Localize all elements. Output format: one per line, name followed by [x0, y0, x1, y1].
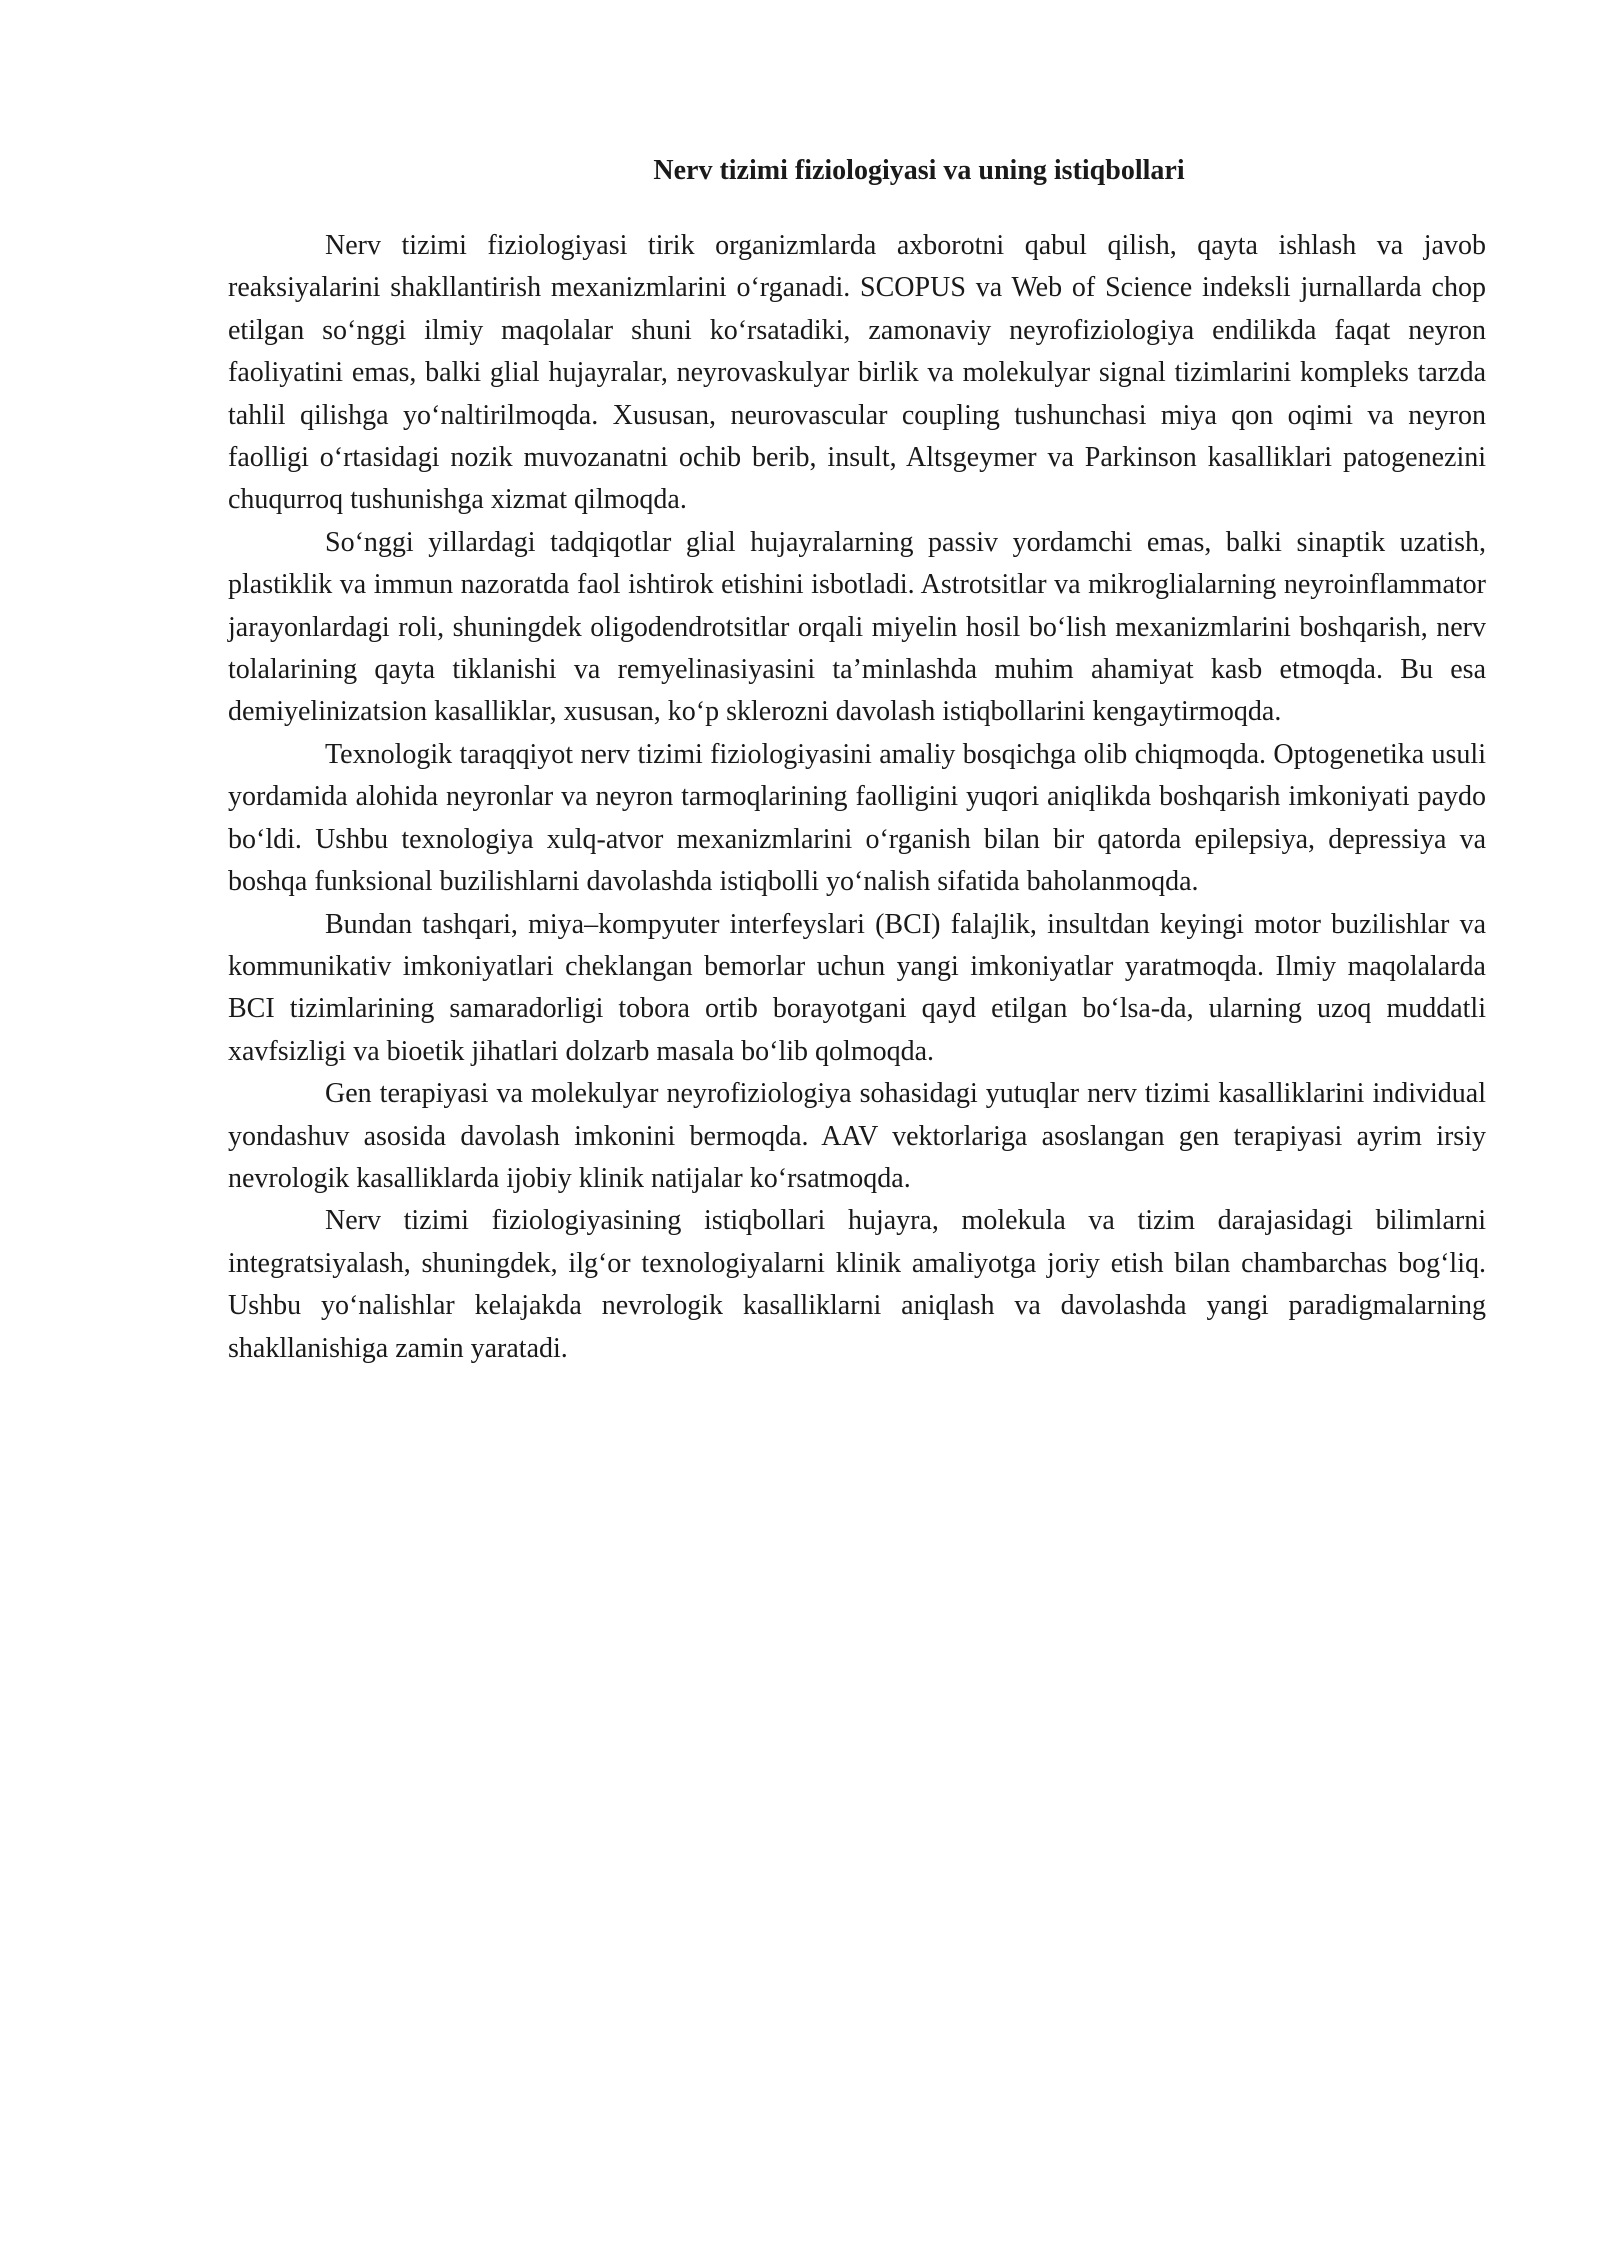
paragraph-1: Nerv tizimi fiziologiyasi tirik organizmlarda axborotni qabul qilish, qayta ishlash va javob reaksiyalarini shakllantirish mexanizmlarini oʻrganadi. SCOPUS va Web of Science indeksli jurnallarda chop etilgan soʻnggi ilmiy maqolalar shuni koʻrsatadiki, zamonaviy neyrofiziologiya endilikda faqat neyron faoliyatini emas, balki glial hujayralar, neyrovaskulyar birlik va molekulyar signal tizimlarini kompleks tarzda tahlil qilishga yoʻnaltirilmoqda. Xususan, neurovascular coupling tushunchasi miya qon oqimi va neyron faolligi oʻrtasidagi nozik muvozanatni ochib berib, insult, Altsgeymer va Parkinson kasalliklari patogenezini chuqurroq tushunishga xizmat qilmoqda.	[228, 230, 1486, 516]
document-body	[228, 150, 1486, 1370]
paragraph-6: Nerv tizimi fiziologiyasining istiqbollari hujayra, molekula va tizim darajasidagi bilimlarni integratsiyalash, shuningdek, ilgʻor texnologiyalarni klinik amaliyotga joriy etish bilan chambarchas bogʻliq. Ushbu yoʻnalishlar kelajakda nevrologik kasalliklarni aniqlash va davolashda yangi paradigmalarning shakllanishiga zamin yaratadi.	[228, 1205, 1486, 1364]
paragraph-2: Soʻnggi yillardagi tadqiqotlar glial hujayralarning passiv yordamchi emas, balki sinaptik uzatish, plastiklik va immun nazoratda faol ishtirok etishini isbotladi. Astrotsitlar va mikroglialarning neyroinflammator jarayonlardagi roli, shuningdek oligodendrotsitlar orqali miyelin hosil boʻlish mexanizmlarini boshqarish, nerv tolalarining qayta tiklanishi va remyelinasiyasini taʼminlashda muhim ahamiyat kasb etmoqda. Bu esa demiyelinizatsion kasalliklar, xususan, koʻp sklerozni davolash istiqbollarini kengaytirmoqda.	[228, 526, 1486, 728]
paragraph-5: Gen terapiyasi va molekulyar neyrofiziologiya sohasidagi yutuqlar nerv tizimi kasalliklarini individual yondashuv asosida davolash imkonini bermoqda. AAV vektorlariga asoslangan gen terapiyasi ayrim irsiy nevrologik kasalliklarda ijobiy klinik natijalar koʻrsatmoqda.	[228, 1078, 1486, 1194]
paragraph-4: Bundan tashqari, miya–kompyuter interfeyslari (BCI) falajlik, insultdan keyingi motor buzilishlar va kommunikativ imkoniyatlari cheklangan bemorlar uchun yangi imkoniyatlar yaratmoqda. Ilmiy maqolalarda BCI tizimlarining samaradorligi tobora ortib borayotgani qayd etilgan boʻlsa-da, ularning uzoq muddatli xavfsizligi va bioetik jihatlari dolzarb masala boʻlib qolmoqda.	[228, 908, 1486, 1067]
document-title: Nerv tizimi fiziologiyasi va uning istiqbollari	[653, 155, 1185, 186]
paragraph-3: Texnologik taraqqiyot nerv tizimi fiziologiyasini amaliy bosqichga olib chiqmoqda. Optogenetika usuli yordamida alohida neyronlar va neyron tarmoqlarining faolligini yuqori aniqlikda boshqarish imkoniyati paydo boʻldi. Ushbu texnologiya xulq-atvor mexanizmlarini oʻrganish bilan bir qatorda epilepsiya, depressiya va boshqa funksional buzilishlarni davolashda istiqbolli yoʻnalish sifatida baholanmoqda.	[228, 738, 1486, 898]
